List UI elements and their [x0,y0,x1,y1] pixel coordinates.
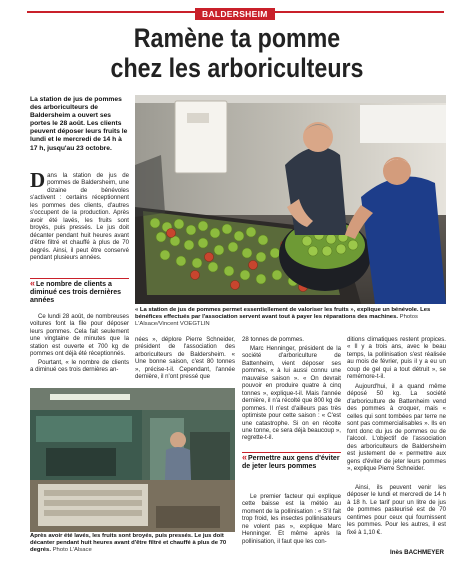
lead-paragraph: La station de jus de pommes des arboriculteurs de Baldersheim a ouvert ses portes le 28 août. Les clients peuvent déposer leurs fruits le lundi et le mercredi de 14 h à 17 h, jusqu'au 23 octobre. [30,96,128,152]
col3-paragraph-2: Marc Henninger, président de la société d'arboriculture de Battenheim, vient déposer ses pommes, « à lui aussi connu une mauvaise saison ». « On devrait pouvoir en produire quatre à cinq tonnes », explique-t-il. Mais l'année dernière, il n'a récolté que 800 kg de pommes. Il n'est d'ailleurs pas très optimiste pour cette saison : « C'est une catastrophe. Si on en récolte une tonne, ce sera déjà beaucoup », regrette-t-il. [242,345,341,442]
drop-cap: D [30,168,46,192]
author-signature: Inès BACHMEYER [390,549,444,556]
main-photo-credit: Photos L'Alsace/Vincent VOEGTLIN [135,314,418,328]
main-photo-caption-text: « La station de jus de pommes permet essentiellement de valoriser les fruits », explique un bénévole. Les bénéfices effectués par l'association servent avant tout à payer les réparations des machines. [135,307,431,321]
small-photo-caption [30,533,235,554]
col1-paragraph-3: Pourtant, « le nombre de clients a diminué ces trois dernières an- [30,359,129,374]
col3-pullquote [242,452,341,471]
main-photo-caption [135,307,446,328]
col3-paragraph-3: Le premier facteur qui explique cette baisse est la météo au moment de la pollinisation : « S'il fait trop froid, les insectes pollinisateurs ne volent pas », explique Marc Henninger. Et même après la pollinisation, il faut que les con- [242,493,341,545]
col1-text-1: ans la station de jus de pommes de Baldersheim, une dizaine de bénévoles s'activent : certains réceptionnent les pommes des clients, d'autres s'occupent de la production. Après avoir été lavés, les fruits sont broyés, puis pressés. Le jus doit décanter pendant huit heures avant d'être filtré et chauffé à plus de 70 degrés. Ainsi, il peut être conservé pendant plusieurs années. [30,172,129,261]
col1-paragraph-1 [30,168,129,272]
col4-paragraph-1: ditions climatiques restent propices. « Il y a trois ans, avec le beau temps, la pollinisation s'est réalisée au mois de février, puis il y a eu un coup de gel qui a tout détruit », se remémore-t-il. [347,336,446,381]
col4-paragraph-3: Ainsi, ils peuvent venir les déposer le lundi et mercredi de 14 h à 18 h. Le tarif pour un litre de jus de pommes pasteurisé est de 70 centimes pour ceux qui fournissent les pommes. Pour les autres, il est fixé à 1,10 €. [347,484,446,536]
col2-paragraph-1: nées », déplore Pierre Schneider, président de l'association des arboriculteurs de Baldersheim. « Une bonne saison, c'est 80 tonnes », précise-t-il. Cependant, l'année dernière, il n'ont pressé que [135,336,235,381]
small-photo [30,388,235,532]
headline-line-1: Ramène ta pomme [133,23,341,53]
col3-paragraph-1: 28 tonnes de pommes. [242,336,304,343]
col3-pullquote-text: Permettre aux gens d'éviter de jeter leurs pommes [242,455,340,471]
main-photo-illustration [135,95,446,304]
small-photo-caption-text: Après avoir été lavés, les fruits sont broyés, puis pressés. Le jus doit décanter pendant huit heures avant d'être filtré et chauffé à plus de 70 degrés. [30,533,227,554]
small-photo-illustration [30,388,235,532]
col4-paragraph-2: Aujourd'hui, il a quand même déposé 50 kg. La société d'arboriculture de Battenheim vend des pommes à croquer, mais « celles qui sont tombées par terre ne sont pas commercialisables ». Ils en font donc du jus de pommes ou de l'alcool. L'objectif de l'association des arboriculteurs de Baldersheim est justement de « permettre aux gens d'éviter de jeter leurs pommes », explique Pierre Schneider. [347,383,446,472]
section-kicker: BALDERSHEIM [195,8,275,20]
col1-pullquote [30,278,129,306]
quote-mark-icon: « [242,452,248,462]
main-photo [135,95,446,304]
headline [56,23,417,83]
quote-mark-icon: « [30,278,36,288]
small-photo-credit: Photo L'Alsace [52,547,92,554]
headline-line-2: chez les arboriculteurs [110,53,364,83]
col1-pullquote-text: Le nombre de clients a diminué ces trois dernières années [30,281,122,305]
col1-paragraph-2: Ce lundi 28 août, de nombreuses voitures font la file pour déposer leurs pommes. Cela fait seulement une vingtaine de minutes que la station est ouverte et 700 kg de pommes ont déjà été réceptionnés. [30,313,129,358]
